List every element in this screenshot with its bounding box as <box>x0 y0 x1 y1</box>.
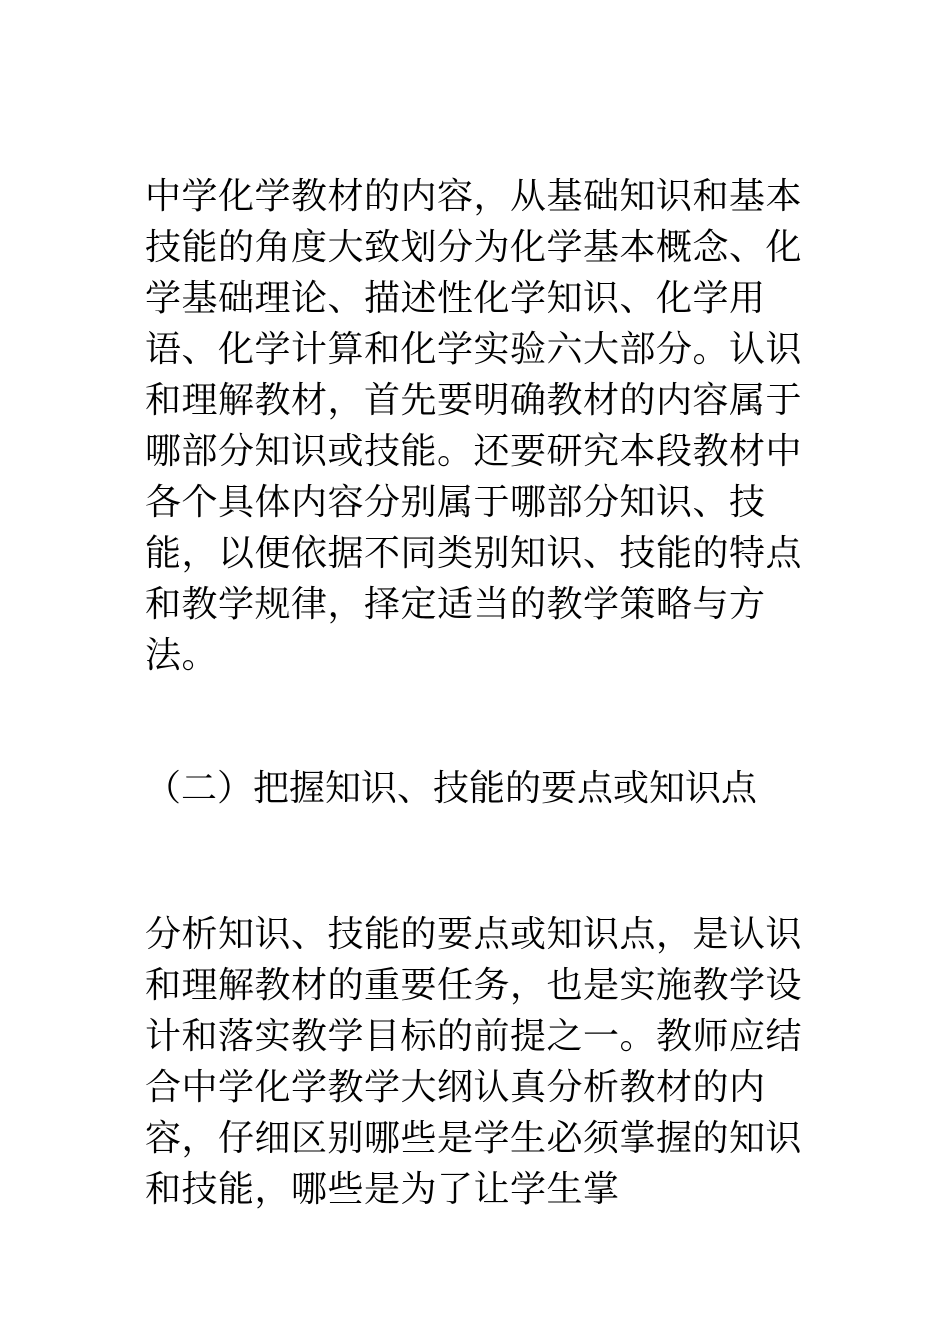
section-heading: （二）把握知识、技能的要点或知识点 <box>145 768 758 809</box>
body-paragraph-1: 中学化学教材的内容，从基础知识和基本技能的角度大致划分为化学基本概念、化学基础理论、描述性化学知识、化学用语、化学计算和化学实验六大部分。认识和理解教材，首先要明确教材的内容属于哪部分知识或技能。还要研究本段教材中各个具体内容分别属于哪部分知识、技能，以便依据不同类别知识、技能的特点和教学规律，择定适当的教学策略与方法。 <box>145 176 803 676</box>
body-paragraph-2: 分析知识、技能的要点或知识点，是认识和理解教材的重要任务，也是实施教学设计和落实教学目标的前提之一。教师应结合中学化学教学大纲认真分析教材的内容，仔细区别哪些是学生必须掌握的知识和技能，哪些是为了让学生掌 <box>145 914 803 1210</box>
